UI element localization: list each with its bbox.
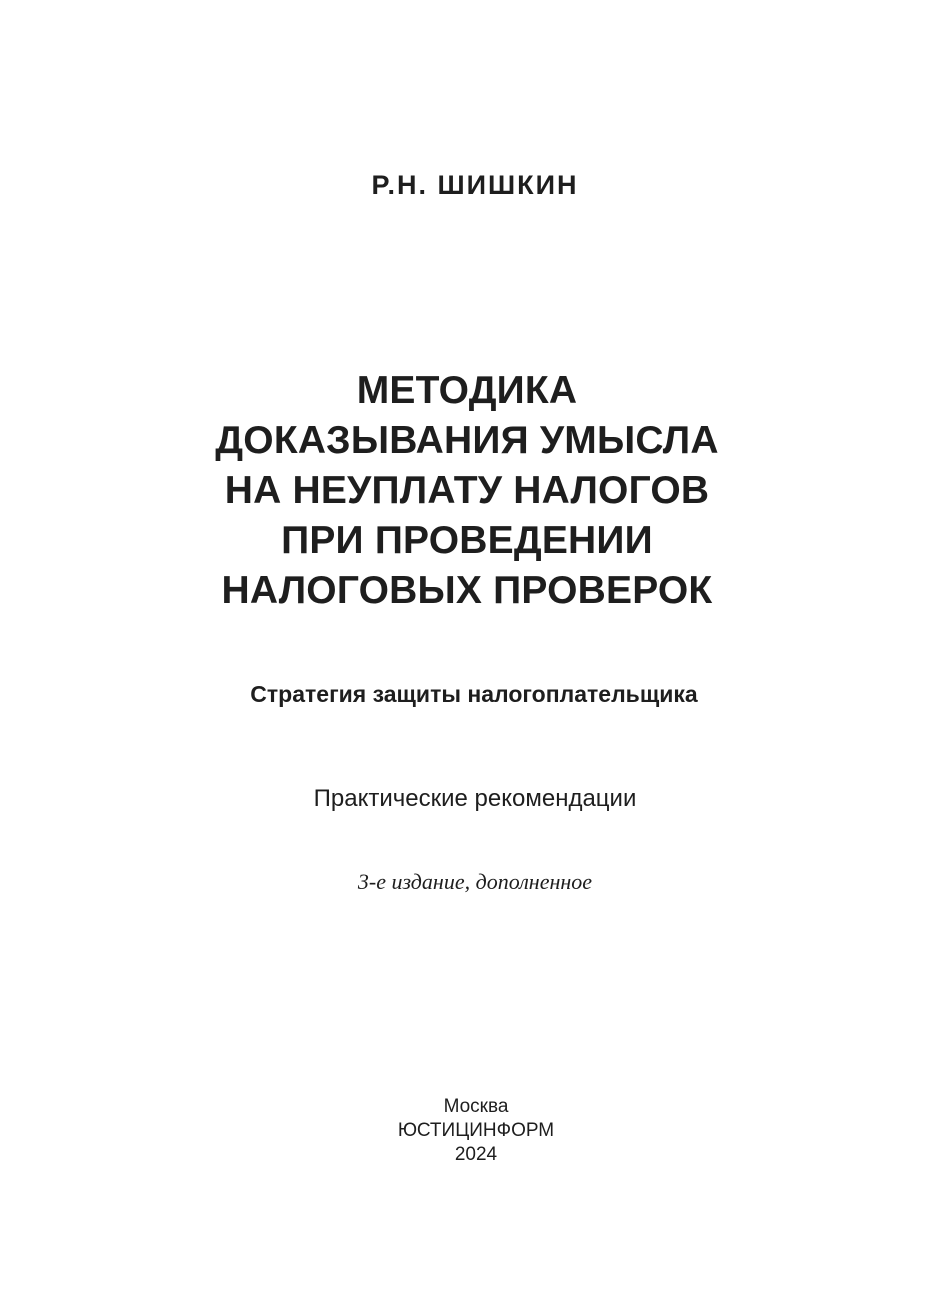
author-name: Р.Н. ШИШКИН: [371, 170, 579, 200]
title-line: НАЛОГОВЫХ ПРОВЕРОК: [221, 569, 713, 612]
book-title: [0, 366, 934, 616]
imprint-city: Москва: [443, 1096, 509, 1117]
title-line: ПРИ ПРОВЕДЕНИИ: [281, 519, 653, 562]
title-line: МЕТОДИКА: [356, 369, 578, 412]
imprint-year: 2024: [454, 1144, 498, 1165]
book-subtitle: Стратегия защиты налогоплательщика: [250, 681, 698, 707]
genre-label: Практические рекомендации: [313, 785, 637, 812]
edition-note: 3-е издание, дополненное: [357, 869, 593, 894]
imprint-publisher: ЮСТИЦИНФОРМ: [397, 1120, 555, 1141]
imprint: [0, 1095, 934, 1167]
title-line: ДОКАЗЫВАНИЯ УМЫСЛА: [215, 419, 719, 462]
title-line: НА НЕУПЛАТУ НАЛОГОВ: [224, 469, 710, 512]
